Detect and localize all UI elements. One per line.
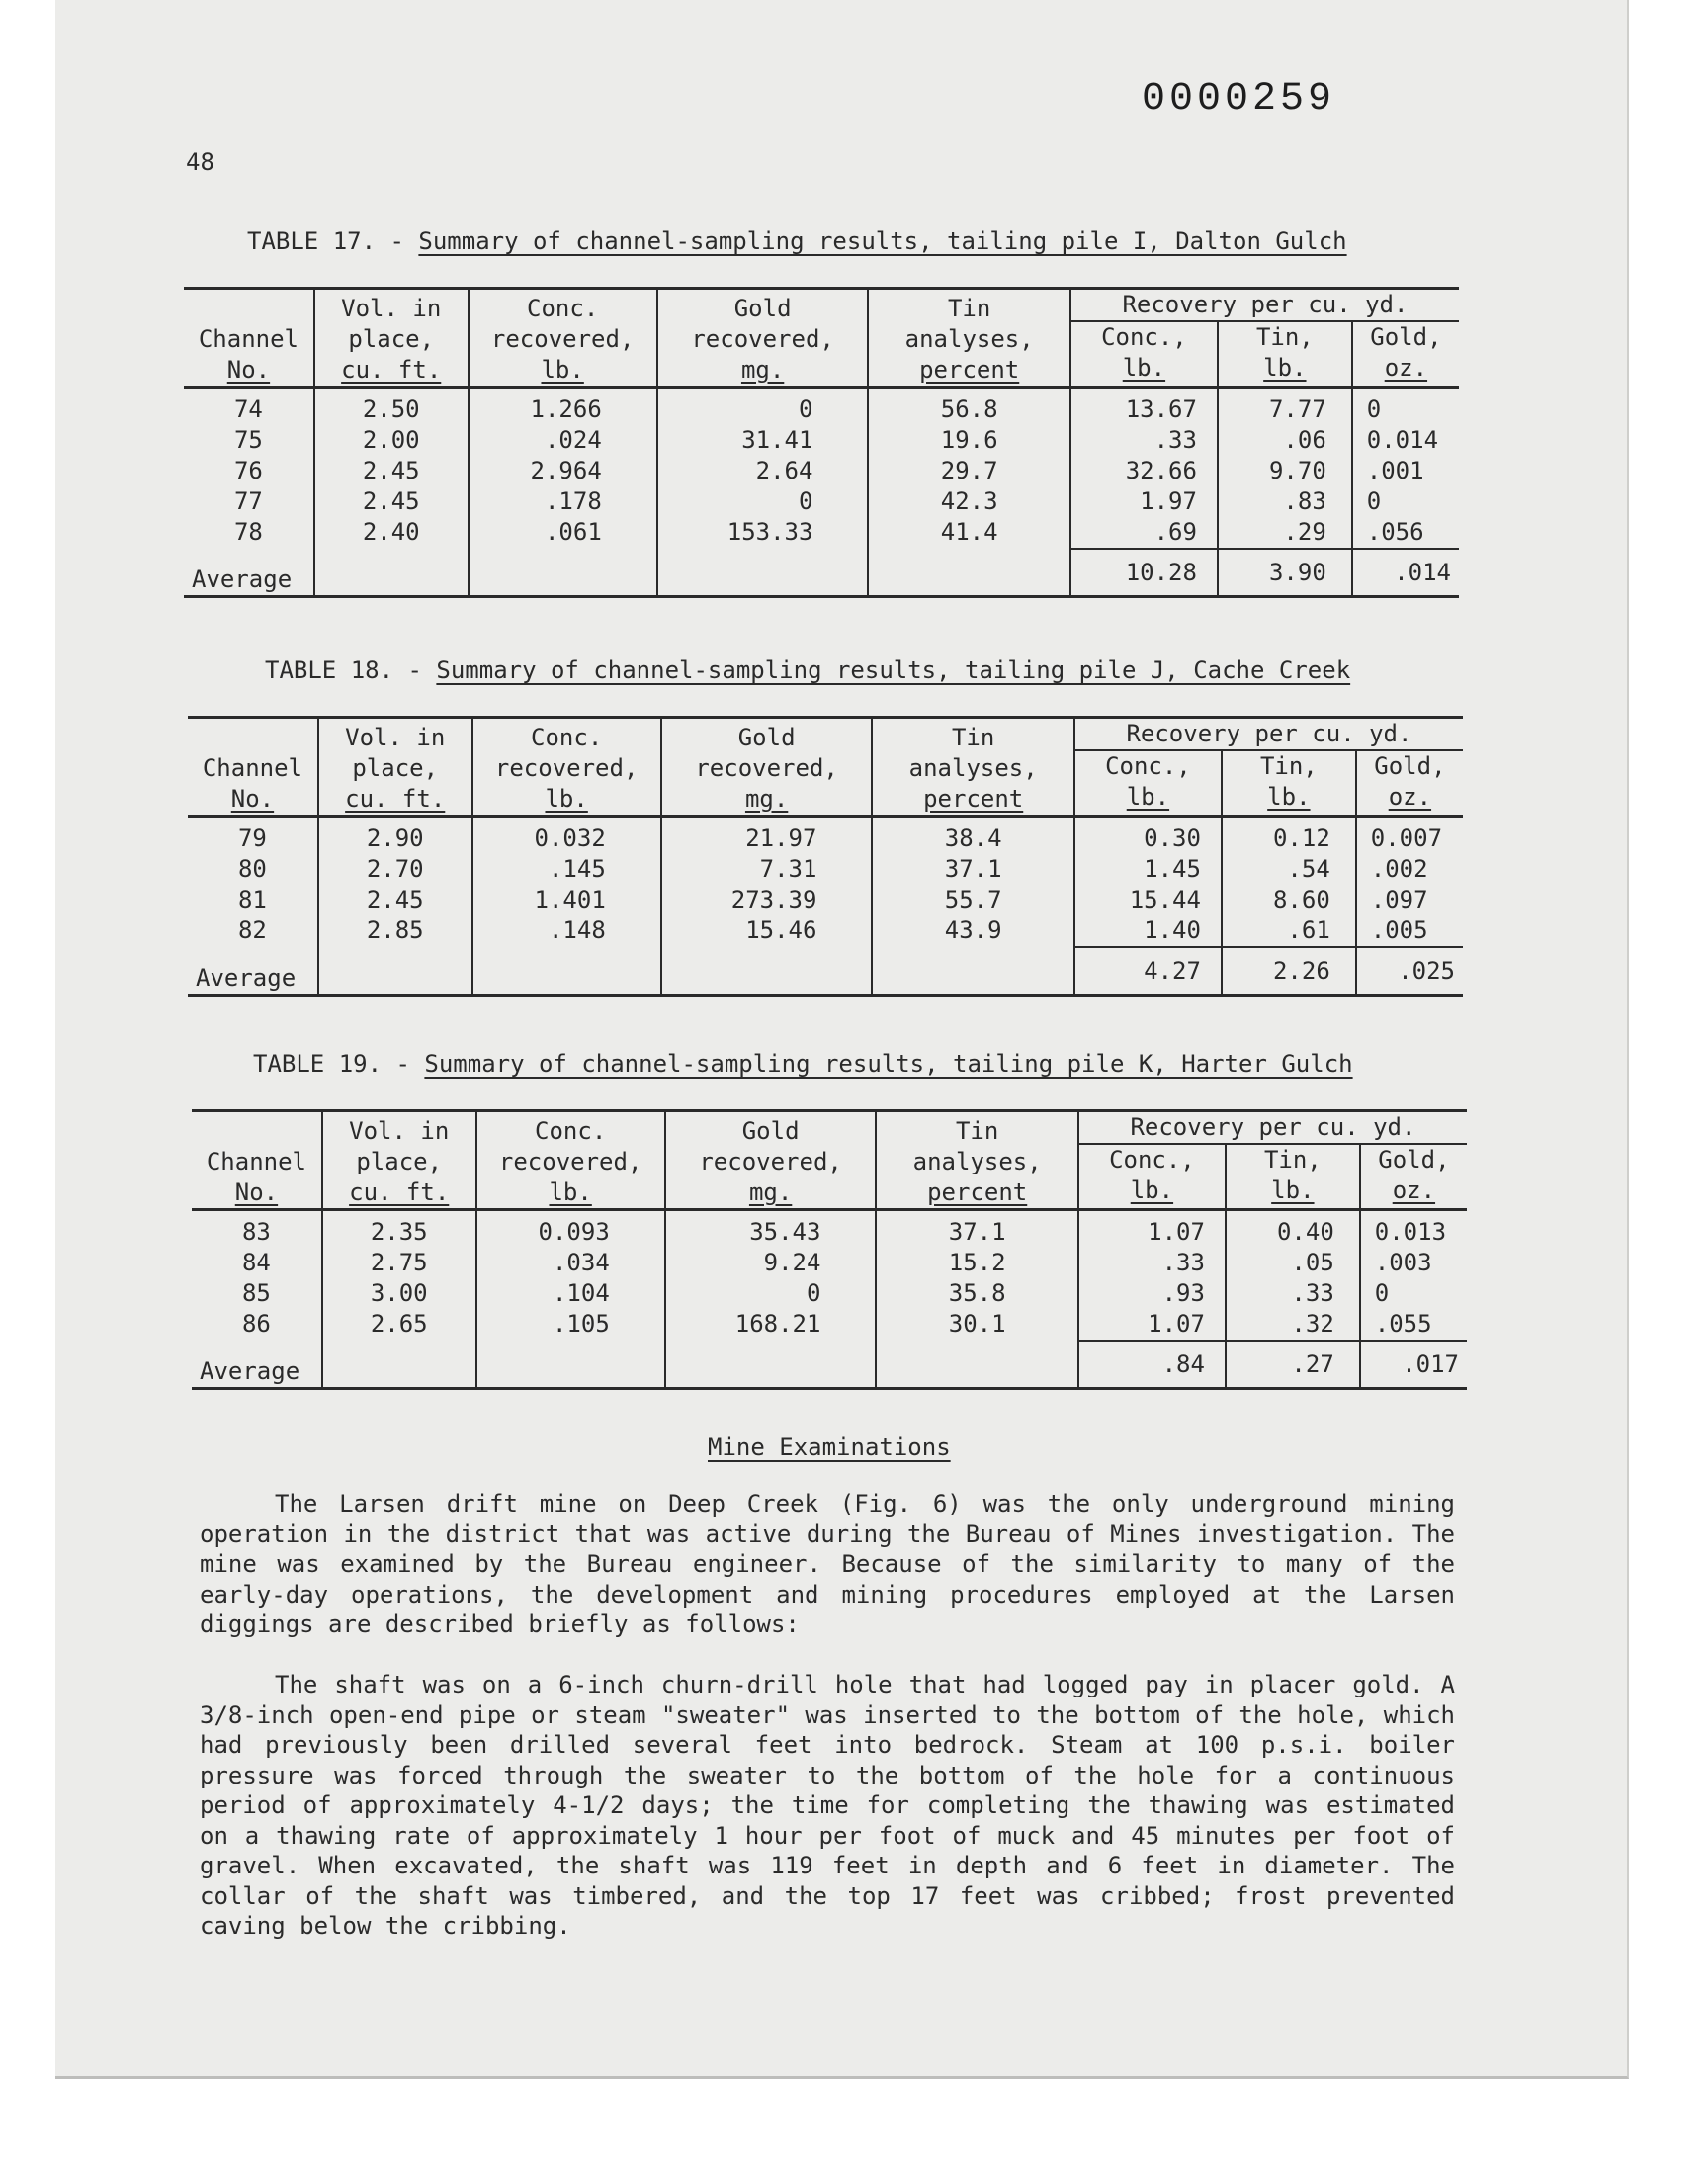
empty-cell — [872, 947, 1073, 996]
table-cell: 0.014 — [1366, 426, 1439, 454]
table-cell: 1.07 — [1078, 1210, 1226, 1249]
header-line: lb. — [1267, 783, 1311, 811]
header-line: Tin, — [1259, 752, 1318, 780]
table-cell: 2.45 — [318, 885, 472, 915]
table-cell: .93 — [1078, 1278, 1226, 1309]
table-cell: .29 — [1218, 517, 1352, 549]
table-cell: 86 — [192, 1309, 322, 1341]
table-row — [188, 915, 1463, 947]
header-line: Tin — [955, 1117, 999, 1145]
table-row — [184, 388, 1459, 426]
table-cell: 0.032 — [472, 817, 661, 855]
table-cell: 35.43 — [665, 1210, 877, 1249]
header-line: analyses, — [908, 754, 1038, 782]
average-row — [188, 947, 1463, 996]
channel-header — [184, 289, 314, 388]
empty-cell — [476, 1341, 665, 1389]
table-row — [192, 1309, 1467, 1341]
table-cell: .32 — [1226, 1309, 1360, 1341]
table-cell: 2.50 — [314, 388, 469, 426]
table-cell: 2.70 — [318, 854, 472, 885]
table-cell: 0.093 — [476, 1210, 665, 1249]
table-cell: 76 — [184, 456, 314, 486]
table-cell: 19.6 — [868, 425, 1069, 456]
header-line: percent — [923, 785, 1024, 813]
table-cell: .61 — [1222, 915, 1356, 947]
table-cell: 2.75 — [322, 1248, 476, 1278]
header-line: cu. ft. — [341, 356, 442, 384]
table-cell: 2.964 — [469, 456, 657, 486]
header-line: oz. — [1384, 354, 1428, 382]
table-cell: 2.65 — [322, 1309, 476, 1341]
table-cell: 37.1 — [872, 854, 1073, 885]
average-conc: 10.28 — [1070, 549, 1218, 597]
header-line: lb. — [1122, 354, 1166, 382]
table-cell: .83 — [1218, 486, 1352, 517]
header-line: lb. — [1263, 354, 1307, 382]
table-cell: .024 — [469, 425, 657, 456]
table-cell: 21.97 — [661, 817, 873, 855]
header-line: No. — [226, 356, 271, 384]
average-conc: .84 — [1078, 1341, 1226, 1389]
header-line: lb. — [1271, 1176, 1315, 1204]
header-line: analyses, — [912, 1148, 1042, 1175]
table-label: TABLE 17. - — [247, 227, 419, 255]
tin-header — [876, 1111, 1077, 1210]
table-cell: .001 — [1366, 457, 1424, 484]
table-cell: .05 — [1226, 1248, 1360, 1278]
recovery-header: Recovery per cu. yd. — [1070, 289, 1459, 322]
header-line: lb. — [549, 1178, 592, 1206]
table-cell: 38.4 — [872, 817, 1073, 855]
table-cell: 29.7 — [868, 456, 1069, 486]
empty-cell — [318, 947, 472, 996]
data-table — [184, 287, 1459, 598]
table-cell: 83 — [192, 1210, 322, 1249]
data-table — [192, 1109, 1467, 1390]
header-line: place, — [348, 325, 435, 353]
recovery-gold-header — [1352, 321, 1459, 388]
header-line: Tin, — [1263, 1146, 1322, 1174]
table-cell: 0 — [665, 1278, 877, 1309]
table-cell: 78 — [184, 517, 314, 549]
vol-header — [314, 289, 469, 388]
header-line: recovered, — [691, 325, 834, 353]
table-cell: 0 — [1366, 487, 1382, 515]
table-cell: 1.40 — [1074, 915, 1222, 947]
table-title — [265, 656, 1350, 684]
table-cell: 2.00 — [314, 425, 469, 456]
empty-cell — [472, 947, 661, 996]
table-cell: 15.44 — [1074, 885, 1222, 915]
recovery-conc-header — [1074, 750, 1222, 817]
table-cell: 84 — [192, 1248, 322, 1278]
section-heading: Mine Examinations — [708, 1434, 951, 1461]
header-line: mg. — [740, 356, 785, 384]
table-cell: 75 — [184, 425, 314, 456]
table-cell: .54 — [1222, 854, 1356, 885]
channel-header — [192, 1111, 322, 1210]
document-number: 0000259 — [1142, 77, 1336, 122]
table-row — [184, 517, 1459, 549]
table-cell: .056 — [1366, 518, 1424, 546]
table-cell: .097 — [1370, 886, 1428, 914]
average-conc: 4.27 — [1074, 947, 1222, 996]
header-line: place, — [352, 754, 439, 782]
table-cell: 1.266 — [469, 388, 657, 426]
table-cell: 0.40 — [1226, 1210, 1360, 1249]
header-line: Gold — [733, 295, 792, 322]
table-cell: 8.60 — [1222, 885, 1356, 915]
table-cell: .33 — [1078, 1248, 1226, 1278]
header-line: Conc., — [1105, 752, 1191, 780]
table-caption: Summary of channel-sampling results, tailing pile I, Dalton Gulch — [418, 227, 1347, 255]
body-paragraph: The shaft was on a 6-inch churn-drill hole that had logged pay in placer gold. A 3/8-inch open-end pipe or steam "sweater" was inserted to the bottom of the hole, which had previously been drilled several feet into bedrock. Steam at 100 p.s.i. boiler pressure was forced through the sweater to the bottom of the hole for a continuous period of approximately 4-1/2 days; the time for completing the thawing was estimated on a thawing rate of approximately 1 hour per foot of muck and 45 minutes per foot of gravel. When excavated, the shaft was 119 feet in depth and 6 feet in diameter. The collar of the shaft was timbered, and the top 17 feet was cribbed; frost prevented caving below the cribbing. — [200, 1671, 1455, 1940]
table-caption: Summary of channel-sampling results, tailing pile J, Cache Creek — [436, 656, 1351, 684]
table-cell: .034 — [476, 1248, 665, 1278]
table-cell: 273.39 — [661, 885, 873, 915]
header-line: Gold, — [1378, 1146, 1450, 1174]
header-line: Conc. — [535, 1117, 607, 1145]
table-cell: 42.3 — [868, 486, 1069, 517]
table-row — [188, 854, 1463, 885]
table-cell: 31.41 — [657, 425, 869, 456]
table-cell: .105 — [476, 1309, 665, 1341]
data-table — [188, 716, 1463, 997]
empty-cell — [322, 1341, 476, 1389]
header-line: Gold — [737, 724, 796, 751]
table-cell: 9.24 — [665, 1248, 877, 1278]
header-line: mg. — [748, 1178, 793, 1206]
table-cell: 85 — [192, 1278, 322, 1309]
table-cell: 0 — [657, 486, 869, 517]
header-line: Vol. in — [345, 724, 446, 751]
table-cell: 168.21 — [665, 1309, 877, 1341]
table-cell: 80 — [188, 854, 318, 885]
table-cell: 1.45 — [1074, 854, 1222, 885]
average-tin: .27 — [1226, 1341, 1360, 1389]
header-line: Gold, — [1374, 752, 1446, 780]
table-cell: 153.33 — [657, 517, 869, 549]
table-cell: .33 — [1226, 1278, 1360, 1309]
gold-header — [661, 718, 873, 817]
header-line: lb. — [545, 785, 588, 813]
recovery-tin-header — [1222, 750, 1356, 817]
average-tin: 2.26 — [1222, 947, 1356, 996]
table-cell: .145 — [472, 854, 661, 885]
header-line: Gold — [741, 1117, 800, 1145]
header-line: Tin, — [1255, 323, 1314, 351]
average-row — [192, 1341, 1467, 1389]
empty-cell — [665, 1341, 877, 1389]
average-label: Average — [192, 1341, 322, 1389]
table-cell: .003 — [1374, 1249, 1432, 1276]
table-cell: 1.401 — [472, 885, 661, 915]
table-cell: .005 — [1370, 916, 1428, 944]
table-cell: 2.90 — [318, 817, 472, 855]
table-cell: 9.70 — [1218, 456, 1352, 486]
header-line: recovered, — [490, 325, 635, 353]
gold-header — [665, 1111, 877, 1210]
recovery-gold-header — [1360, 1144, 1467, 1210]
header-line: recovered, — [498, 1148, 642, 1175]
table-cell: .104 — [476, 1278, 665, 1309]
header-line: Channel — [202, 754, 303, 782]
empty-cell — [314, 549, 469, 597]
header-line: place, — [356, 1148, 443, 1175]
table-cell: 15.46 — [661, 915, 873, 947]
header-line: percent — [919, 356, 1020, 384]
recovery-tin-header — [1226, 1144, 1360, 1210]
table-cell: 1.97 — [1070, 486, 1218, 517]
table-row — [184, 456, 1459, 486]
header-line: lb. — [1126, 783, 1170, 811]
average-label: Average — [184, 549, 314, 597]
conc-header — [476, 1111, 665, 1210]
table-cell: 35.8 — [876, 1278, 1077, 1309]
table-cell: 56.8 — [868, 388, 1069, 426]
header-line: Conc., — [1109, 1146, 1195, 1174]
average-gold: .017 — [1360, 1341, 1467, 1389]
conc-header — [469, 289, 657, 388]
header-line: oz. — [1392, 1176, 1436, 1204]
header-line: recovered, — [699, 1148, 842, 1175]
average-tin: 3.90 — [1218, 549, 1352, 597]
table-cell: 0.12 — [1222, 817, 1356, 855]
vol-header — [322, 1111, 476, 1210]
empty-cell — [657, 549, 869, 597]
table-cell: .061 — [469, 517, 657, 549]
table-cell: 2.45 — [314, 456, 469, 486]
header-line: analyses, — [904, 325, 1034, 353]
body-paragraph: The Larsen drift mine on Deep Creek (Fig. 6) was the only underground mining operation in the district that was active during the Bureau of Mines investigation. The mine was examined by the Bureau engineer. Because of the similarity to many of the early-day operations, the development and mining procedures employed at the Larsen diggings are described briefly as follows: — [200, 1490, 1455, 1638]
average-gold: .014 — [1352, 549, 1459, 597]
table-row — [188, 885, 1463, 915]
tin-header — [868, 289, 1069, 388]
table-cell: .055 — [1374, 1310, 1432, 1338]
header-line: Channel — [198, 325, 299, 353]
recovery-gold-header — [1356, 750, 1463, 817]
table-row — [184, 486, 1459, 517]
header-line: mg. — [744, 785, 789, 813]
table-title — [247, 227, 1347, 255]
average-row — [184, 549, 1459, 597]
table-cell: .178 — [469, 486, 657, 517]
table-cell: 32.66 — [1070, 456, 1218, 486]
table-cell: .148 — [472, 915, 661, 947]
table-cell: 30.1 — [876, 1309, 1077, 1341]
table-cell: 0.007 — [1370, 825, 1443, 852]
header-line: recovered, — [695, 754, 838, 782]
table-cell: 7.77 — [1218, 388, 1352, 426]
table-row — [192, 1248, 1467, 1278]
empty-cell — [876, 1341, 1077, 1389]
table-title — [253, 1050, 1353, 1078]
header-line: Conc. — [531, 724, 603, 751]
gold-header — [657, 289, 869, 388]
table-cell: 13.67 — [1070, 388, 1218, 426]
table-caption: Summary of channel-sampling results, tailing pile K, Harter Gulch — [424, 1050, 1353, 1078]
table-cell: 7.31 — [661, 854, 873, 885]
header-line: Vol. in — [341, 295, 442, 322]
header-line: lb. — [541, 356, 584, 384]
header-line: No. — [230, 785, 275, 813]
header-line: Tin — [951, 724, 995, 751]
recovery-conc-header — [1078, 1144, 1226, 1210]
header-line: Channel — [206, 1148, 307, 1175]
header-line: recovered, — [494, 754, 639, 782]
table-cell: 15.2 — [876, 1248, 1077, 1278]
table-cell: 2.85 — [318, 915, 472, 947]
table-cell: 2.35 — [322, 1210, 476, 1249]
table-cell: 81 — [188, 885, 318, 915]
header-line: Gold, — [1370, 323, 1442, 351]
table-cell: 37.1 — [876, 1210, 1077, 1249]
table-cell: 41.4 — [868, 517, 1069, 549]
table-cell: 0 — [1366, 395, 1382, 423]
recovery-conc-header — [1070, 321, 1218, 388]
tin-header — [872, 718, 1073, 817]
recovery-header: Recovery per cu. yd. — [1078, 1111, 1467, 1145]
header-line: lb. — [1130, 1176, 1174, 1204]
header-line: cu. ft. — [349, 1178, 450, 1206]
table-row — [184, 425, 1459, 456]
table-cell: .69 — [1070, 517, 1218, 549]
average-label: Average — [188, 947, 318, 996]
header-line: Tin — [947, 295, 991, 322]
table-cell: .06 — [1218, 425, 1352, 456]
recovery-tin-header — [1218, 321, 1352, 388]
table-cell: 2.40 — [314, 517, 469, 549]
channel-header — [188, 718, 318, 817]
table-cell: 55.7 — [872, 885, 1073, 915]
table-cell: .33 — [1070, 425, 1218, 456]
table-cell: 3.00 — [322, 1278, 476, 1309]
header-line: Vol. in — [349, 1117, 450, 1145]
table-cell: 0 — [1374, 1279, 1390, 1307]
conc-header — [472, 718, 661, 817]
header-line: percent — [927, 1178, 1028, 1206]
header-line: Conc. — [527, 295, 599, 322]
average-gold: .025 — [1356, 947, 1463, 996]
header-line: No. — [234, 1178, 279, 1206]
table-cell: 79 — [188, 817, 318, 855]
table-cell: 74 — [184, 388, 314, 426]
header-line: cu. ft. — [345, 785, 446, 813]
header-line: oz. — [1388, 783, 1432, 811]
header-line: Conc., — [1101, 323, 1187, 351]
table-row — [188, 817, 1463, 855]
table-cell: 0.013 — [1374, 1218, 1447, 1246]
table-cell: 82 — [188, 915, 318, 947]
table-cell: 77 — [184, 486, 314, 517]
table-row — [192, 1210, 1467, 1249]
empty-cell — [469, 549, 657, 597]
table-label: TABLE 19. - — [253, 1050, 425, 1078]
vol-header — [318, 718, 472, 817]
empty-cell — [661, 947, 873, 996]
table-row — [192, 1278, 1467, 1309]
table-cell: .002 — [1370, 855, 1428, 883]
recovery-header: Recovery per cu. yd. — [1074, 718, 1463, 751]
page-number: 48 — [186, 148, 214, 176]
table-label: TABLE 18. - — [265, 656, 437, 684]
empty-cell — [868, 549, 1069, 597]
table-cell: 0 — [657, 388, 869, 426]
table-cell: 1.07 — [1078, 1309, 1226, 1341]
table-cell: 2.64 — [657, 456, 869, 486]
table-cell: 2.45 — [314, 486, 469, 517]
table-cell: 0.30 — [1074, 817, 1222, 855]
table-cell: 43.9 — [872, 915, 1073, 947]
